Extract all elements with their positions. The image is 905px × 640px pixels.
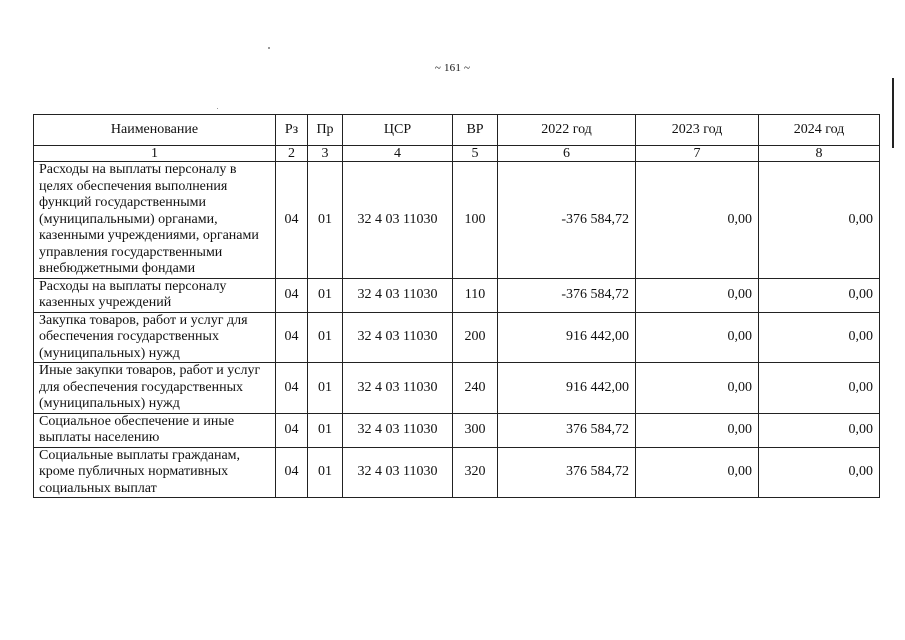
table-row xyxy=(34,363,880,414)
row-csr: 32 4 03 11030 xyxy=(343,447,453,498)
row-2022: 376 584,72 xyxy=(498,447,636,498)
row-csr: 32 4 03 11030 xyxy=(343,162,453,279)
row-vr: 240 xyxy=(453,363,498,414)
column-number: 1 xyxy=(34,146,276,162)
row-csr: 32 4 03 11030 xyxy=(343,278,453,312)
row-2024: 0,00 xyxy=(759,278,880,312)
header-cell-vr: ВР xyxy=(453,115,498,146)
row-pr: 01 xyxy=(308,447,343,498)
row-2023: 0,00 xyxy=(636,363,759,414)
row-csr: 32 4 03 11030 xyxy=(343,363,453,414)
header-cell-2022: 2022 год xyxy=(498,115,636,146)
column-number: 3 xyxy=(308,146,343,162)
row-rz: 04 xyxy=(276,363,308,414)
column-number: 2 xyxy=(276,146,308,162)
row-2022: -376 584,72 xyxy=(498,278,636,312)
row-2022: 376 584,72 xyxy=(498,413,636,447)
row-pr: 01 xyxy=(308,413,343,447)
row-2024: 0,00 xyxy=(759,413,880,447)
row-2022: 916 442,00 xyxy=(498,312,636,363)
scan-speck xyxy=(217,108,218,109)
table-row xyxy=(34,162,880,279)
header-cell-csr: ЦСР xyxy=(343,115,453,146)
budget-table xyxy=(33,114,880,498)
row-2024: 0,00 xyxy=(759,447,880,498)
row-2024: 0,00 xyxy=(759,312,880,363)
column-number: 5 xyxy=(453,146,498,162)
row-2024: 0,00 xyxy=(759,363,880,414)
row-2023: 0,00 xyxy=(636,447,759,498)
table-row xyxy=(34,278,880,312)
row-rz: 04 xyxy=(276,413,308,447)
row-2023: 0,00 xyxy=(636,278,759,312)
row-rz: 04 xyxy=(276,162,308,279)
row-pr: 01 xyxy=(308,162,343,279)
header-cell-name: Наименование xyxy=(34,115,276,146)
row-vr: 100 xyxy=(453,162,498,279)
header-cell-2024: 2024 год xyxy=(759,115,880,146)
row-2023: 0,00 xyxy=(636,312,759,363)
row-name: Расходы на выплаты персоналу в целях обеспечения выполнения функций государственными (муниципальными) органами, казенными учреждениями, органами управления государственными внебюджетными фондами xyxy=(34,162,276,279)
row-vr: 300 xyxy=(453,413,498,447)
column-number: 4 xyxy=(343,146,453,162)
row-2022: -376 584,72 xyxy=(498,162,636,279)
row-csr: 32 4 03 11030 xyxy=(343,312,453,363)
row-name: Закупка товаров, работ и услуг для обеспечения государственных (муниципальных) нужд xyxy=(34,312,276,363)
row-rz: 04 xyxy=(276,447,308,498)
row-2023: 0,00 xyxy=(636,162,759,279)
header-cell-rz: Рз xyxy=(276,115,308,146)
column-number: 6 xyxy=(498,146,636,162)
row-name: Социальные выплаты гражданам, кроме публичных нормативных социальных выплат xyxy=(34,447,276,498)
row-2023: 0,00 xyxy=(636,413,759,447)
row-vr: 320 xyxy=(453,447,498,498)
table-row xyxy=(34,447,880,498)
column-number-row xyxy=(34,146,880,162)
scan-edge-line xyxy=(892,78,894,148)
scan-speck xyxy=(268,47,270,49)
row-name: Социальное обеспечение и иные выплаты населению xyxy=(34,413,276,447)
row-name: Иные закупки товаров, работ и услуг для обеспечения государственных (муниципальных) нужд xyxy=(34,363,276,414)
row-2022: 916 442,00 xyxy=(498,363,636,414)
row-pr: 01 xyxy=(308,312,343,363)
header-row xyxy=(34,115,880,146)
row-rz: 04 xyxy=(276,312,308,363)
row-pr: 01 xyxy=(308,363,343,414)
table-row xyxy=(34,312,880,363)
row-vr: 200 xyxy=(453,312,498,363)
row-csr: 32 4 03 11030 xyxy=(343,413,453,447)
table-row xyxy=(34,413,880,447)
row-vr: 110 xyxy=(453,278,498,312)
row-name: Расходы на выплаты персоналу казенных учреждений xyxy=(34,278,276,312)
header-cell-2023: 2023 год xyxy=(636,115,759,146)
header-cell-pr: Пр xyxy=(308,115,343,146)
row-2024: 0,00 xyxy=(759,162,880,279)
column-number: 7 xyxy=(636,146,759,162)
page-number: ~ 161 ~ xyxy=(434,62,471,74)
row-pr: 01 xyxy=(308,278,343,312)
column-number: 8 xyxy=(759,146,880,162)
row-rz: 04 xyxy=(276,278,308,312)
